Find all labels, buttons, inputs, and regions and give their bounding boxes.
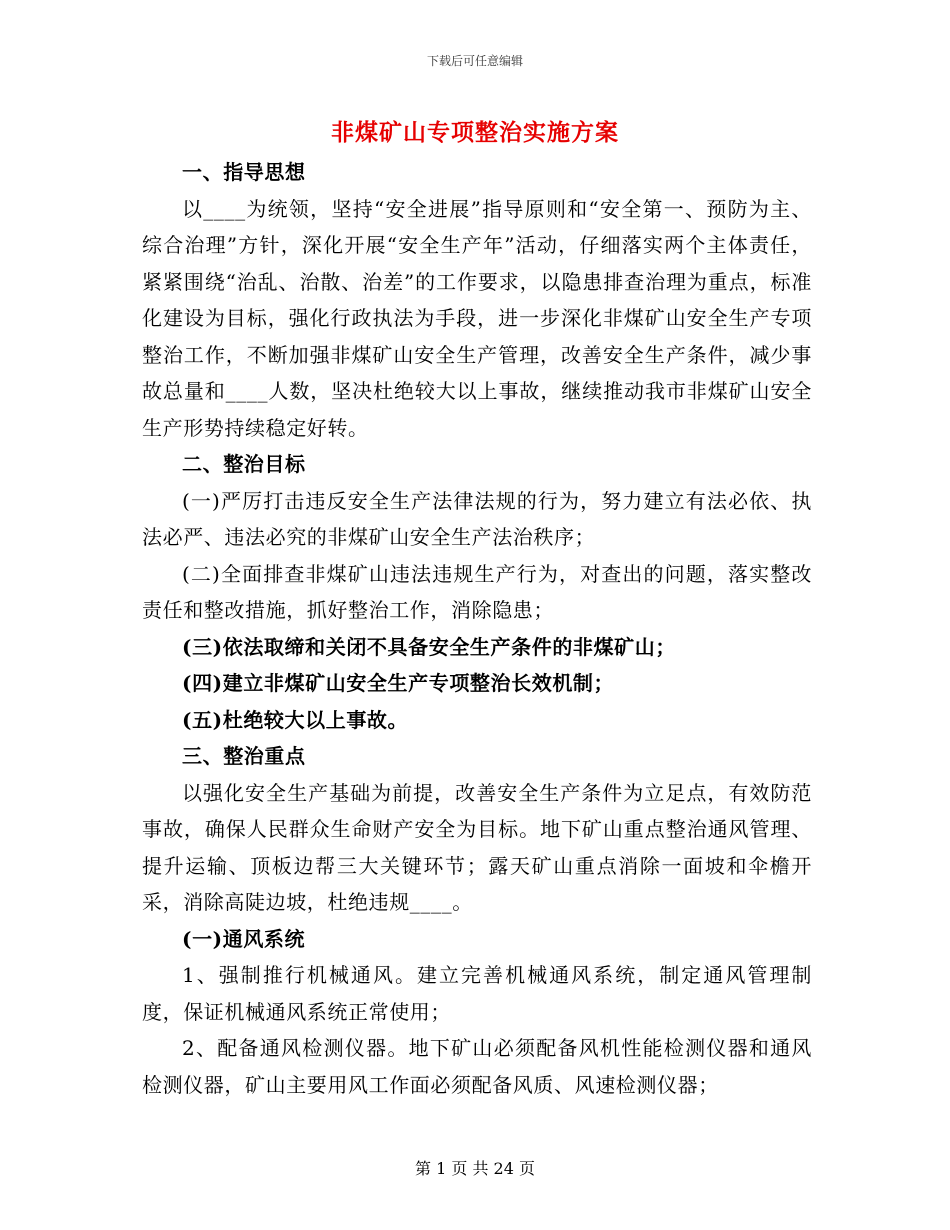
paragraph: (五)杜绝较大以上事故。 bbox=[182, 707, 409, 732]
paragraph: 以强化安全生产基础为前提，改善安全生产条件为立足点，有效防范事故，确保人民群众生命财产安全为目标。地下矿山重点整治通风管理、提升运输、顶板边帮三大关键环节；露天矿山重点消除一面坡和伞檐开采，消除高陡边坡，杜绝违规____。 bbox=[142, 780, 812, 914]
document-body bbox=[142, 154, 812, 1103]
header-note: 下载后可任意编辑 bbox=[426, 54, 523, 68]
document-title: 非煤矿山专项整治实施方案 bbox=[331, 119, 619, 146]
paragraph: (二)全面排查非煤矿山违法违规生产行为，对查出的问题，落实整改责任和整改措施，抓好整治工作，消除隐患； bbox=[142, 561, 812, 622]
paragraph: 1、强制推行机械通风。建立完善机械通风系统，制定通风管理制度，保证机械通风系统正常使用； bbox=[142, 963, 812, 1024]
paragraph: 以____为统领，坚持“安全进展”指导原则和“安全第一、预防为主、综合治理”方针，深化开展“安全生产年”活动，仔细落实两个主体责任，紧紧围绕“治乱、治散、治差”的工作要求，以隐患排查治理为重点，标准化建设为目标，强化行政执法为手段，进一步深化非煤矿山安全生产专项整治工作，不断加强非煤矿山安全生产管理，改善安全生产条件，减少事故总量和____人数，坚决杜绝较大以上事故，继续推动我市非煤矿山安全生产形势持续稳定好转。 bbox=[142, 196, 812, 440]
paragraph: 二、整治目标 bbox=[182, 452, 306, 476]
paragraph: 2、配备通风检测仪器。地下矿山必须配备风机性能检测仪器和通风检测仪器，矿山主要用风工作面必须配备风质、风速检测仪器； bbox=[142, 1036, 812, 1097]
page-footer: 第 1 页 共 24 页 bbox=[415, 1159, 535, 1178]
paragraph: (四)建立非煤矿山安全生产专项整治长效机制； bbox=[182, 671, 615, 695]
paragraph: (三)依法取缔和关闭不具备安全生产条件的非煤矿山； bbox=[182, 634, 676, 659]
paragraph: (一)通风系统 bbox=[182, 926, 306, 951]
paragraph: 三、整治重点 bbox=[182, 744, 306, 768]
paragraph: (一)严厉打击违反安全生产法律法规的行为，努力建立有法必依、执法必严、违法必究的非煤矿山安全生产法治秩序； bbox=[142, 488, 812, 549]
paragraph: 一、指导思想 bbox=[182, 160, 306, 184]
